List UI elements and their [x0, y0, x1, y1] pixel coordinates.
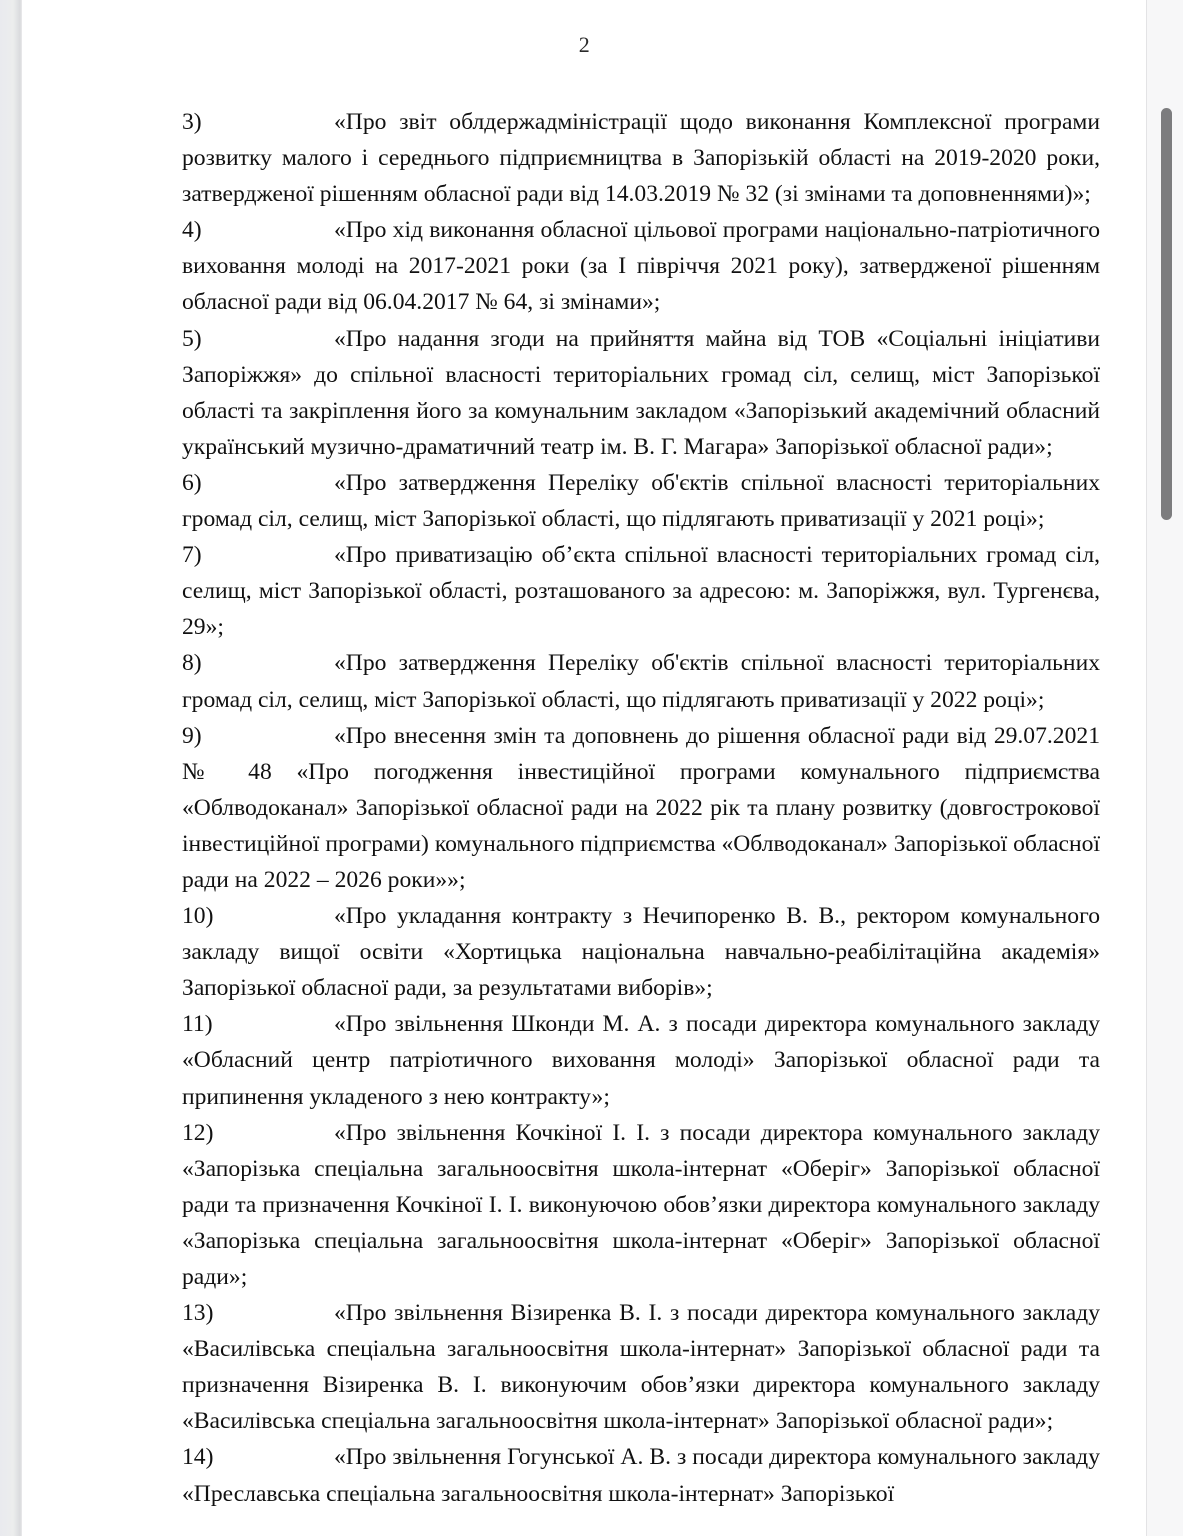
agenda-item-number: 13) [182, 1300, 214, 1327]
document-page [22, 0, 1147, 1536]
agenda-item-number: 9) [182, 722, 202, 749]
agenda-item-number: 7) [182, 542, 202, 569]
agenda-item [182, 321, 1100, 465]
agenda-item-number: 8) [182, 650, 202, 677]
agenda-item-text: «Про звіт облдержадміністрації щодо виконання Комплексної програми розвитку малого і середнього підприємництва в Запорізькій області на 2019-2020 роки, затвердженої рішенням обласної ради від 14.03.2019 № 32 (зі змінами та доповненнями)»; [182, 109, 1100, 208]
agenda-item-text: «Про надання згоди на прийняття майна від ТОВ «Соціальні ініціативи Запоріжжя» до спільної власності територіальних громад сіл, селищ, міст Запорізької області та закріплення його за комунальним закладом «Запорізький академічний обласний український музично-драматичний театр ім. В. Г. Магара» Запорізької обласної ради»; [182, 325, 1100, 460]
document-body [182, 104, 1100, 1512]
agenda-item-text: «Про звільнення Кочкіної І. І. з посади директора комунального закладу «Запорізька спеціальна загальноосвітня школа-інтернат «Оберіг» Запорізької обласної ради та призначення Кочкіної І. І. виконуючою обов’язки директора комунального закладу «Запорізька спеціальна загальноосвітня школа-інтернат «Оберіг» Запорізької обласної ради»; [182, 1119, 1100, 1290]
agenda-item-text: «Про приватизацію об’єкта спільної власності територіальних громад сіл, селищ, міст Запорізької області, розташованого за адресою: м. Запоріжжя, вул. Тургенєва, 29»; [182, 542, 1100, 641]
agenda-item-text: «Про укладання контракту з Нечипоренко В. В., ректором комунального закладу вищої освіти «Хортицька національна навчально-реабілітаційна академія» Запорізької обласної ради, за результатами виборів»; [182, 903, 1100, 1002]
agenda-item [182, 1006, 1100, 1114]
agenda-item-number: 10) [182, 903, 214, 930]
agenda-item [182, 898, 1100, 1006]
agenda-item-number: 5) [182, 325, 202, 352]
agenda-item-number: 4) [182, 217, 202, 244]
agenda-item [182, 212, 1100, 320]
agenda-item-number: 14) [182, 1444, 214, 1471]
agenda-item-number: 3) [182, 109, 202, 135]
vertical-scrollbar-thumb[interactable] [1161, 108, 1172, 520]
agenda-item-text: «Про затвердження Переліку об'єктів спільної власності територіальних громад сіл, селищ, міст Запорізької області, що підлягають приватизації у 2021 році»; [182, 469, 1100, 533]
agenda-item [182, 1439, 1100, 1511]
agenda-item-text: «Про затвердження Переліку об'єктів спільної власності територіальних громад сіл, селищ, міст Запорізької області, що підлягають приватизації у 2022 році»; [182, 650, 1100, 713]
agenda-item [182, 645, 1100, 717]
agenda-item-number: 12) [182, 1119, 214, 1146]
agenda-item-number: 11) [182, 1011, 213, 1038]
agenda-item [182, 537, 1100, 645]
agenda-item [182, 104, 1100, 212]
agenda-item-text: «Про хід виконання обласної цільової програми національно-патріотичного виховання молоді на 2017-2021 роки (за I півріччя 2021 року), затвердженої рішенням обласної ради від 06.04.2017 № 64, зі змінами»; [182, 217, 1100, 316]
agenda-item [182, 465, 1100, 537]
agenda-item [182, 1115, 1100, 1295]
agenda-item [182, 718, 1100, 898]
agenda-item-number: 6) [182, 469, 202, 496]
vertical-scrollbar-track[interactable] [1147, 0, 1183, 1536]
viewer-left-gutter [0, 0, 22, 1536]
agenda-item-text: «Про звільнення Візиренка В. І. з посади директора комунального закладу «Василівська спеціальна загальноосвітня школа-інтернат» Запорізької обласної ради та призначення Візиренка В. І. виконуючим обов’язки директора комунального закладу «Василівська спеціальна загальноосвітня школа-інтернат» Запорізької обласної ради»; [182, 1300, 1100, 1435]
agenda-item-text: «Про звільнення Гогунської А. В. з посади директора комунального закладу «Преславська спеціальна загальноосвітня школа-інтернат» Запорізької [182, 1444, 1100, 1507]
agenda-item-text: «Про внесення змін та доповнень до рішення обласної ради від 29.07.2021 № 48 «Про погодження інвестиційної програми комунального підприємства «Облводоканал» Запорізької обласної ради на 2022 рік та плану розвитку (довгострокової інвестиційної програми) комунального підприємства «Облводоканал» Запорізької обласної ради на 2022 – 2026 роки»»; [182, 722, 1101, 893]
page-number: 2 [578, 32, 591, 57]
agenda-item [182, 1295, 1100, 1439]
agenda-item-text: «Про звільнення Шконди М. А. з посади директора комунального закладу «Обласний центр патріотичного виховання молоді» Запорізької обласної ради та припинення укладеного з нею контракту»; [182, 1011, 1100, 1110]
